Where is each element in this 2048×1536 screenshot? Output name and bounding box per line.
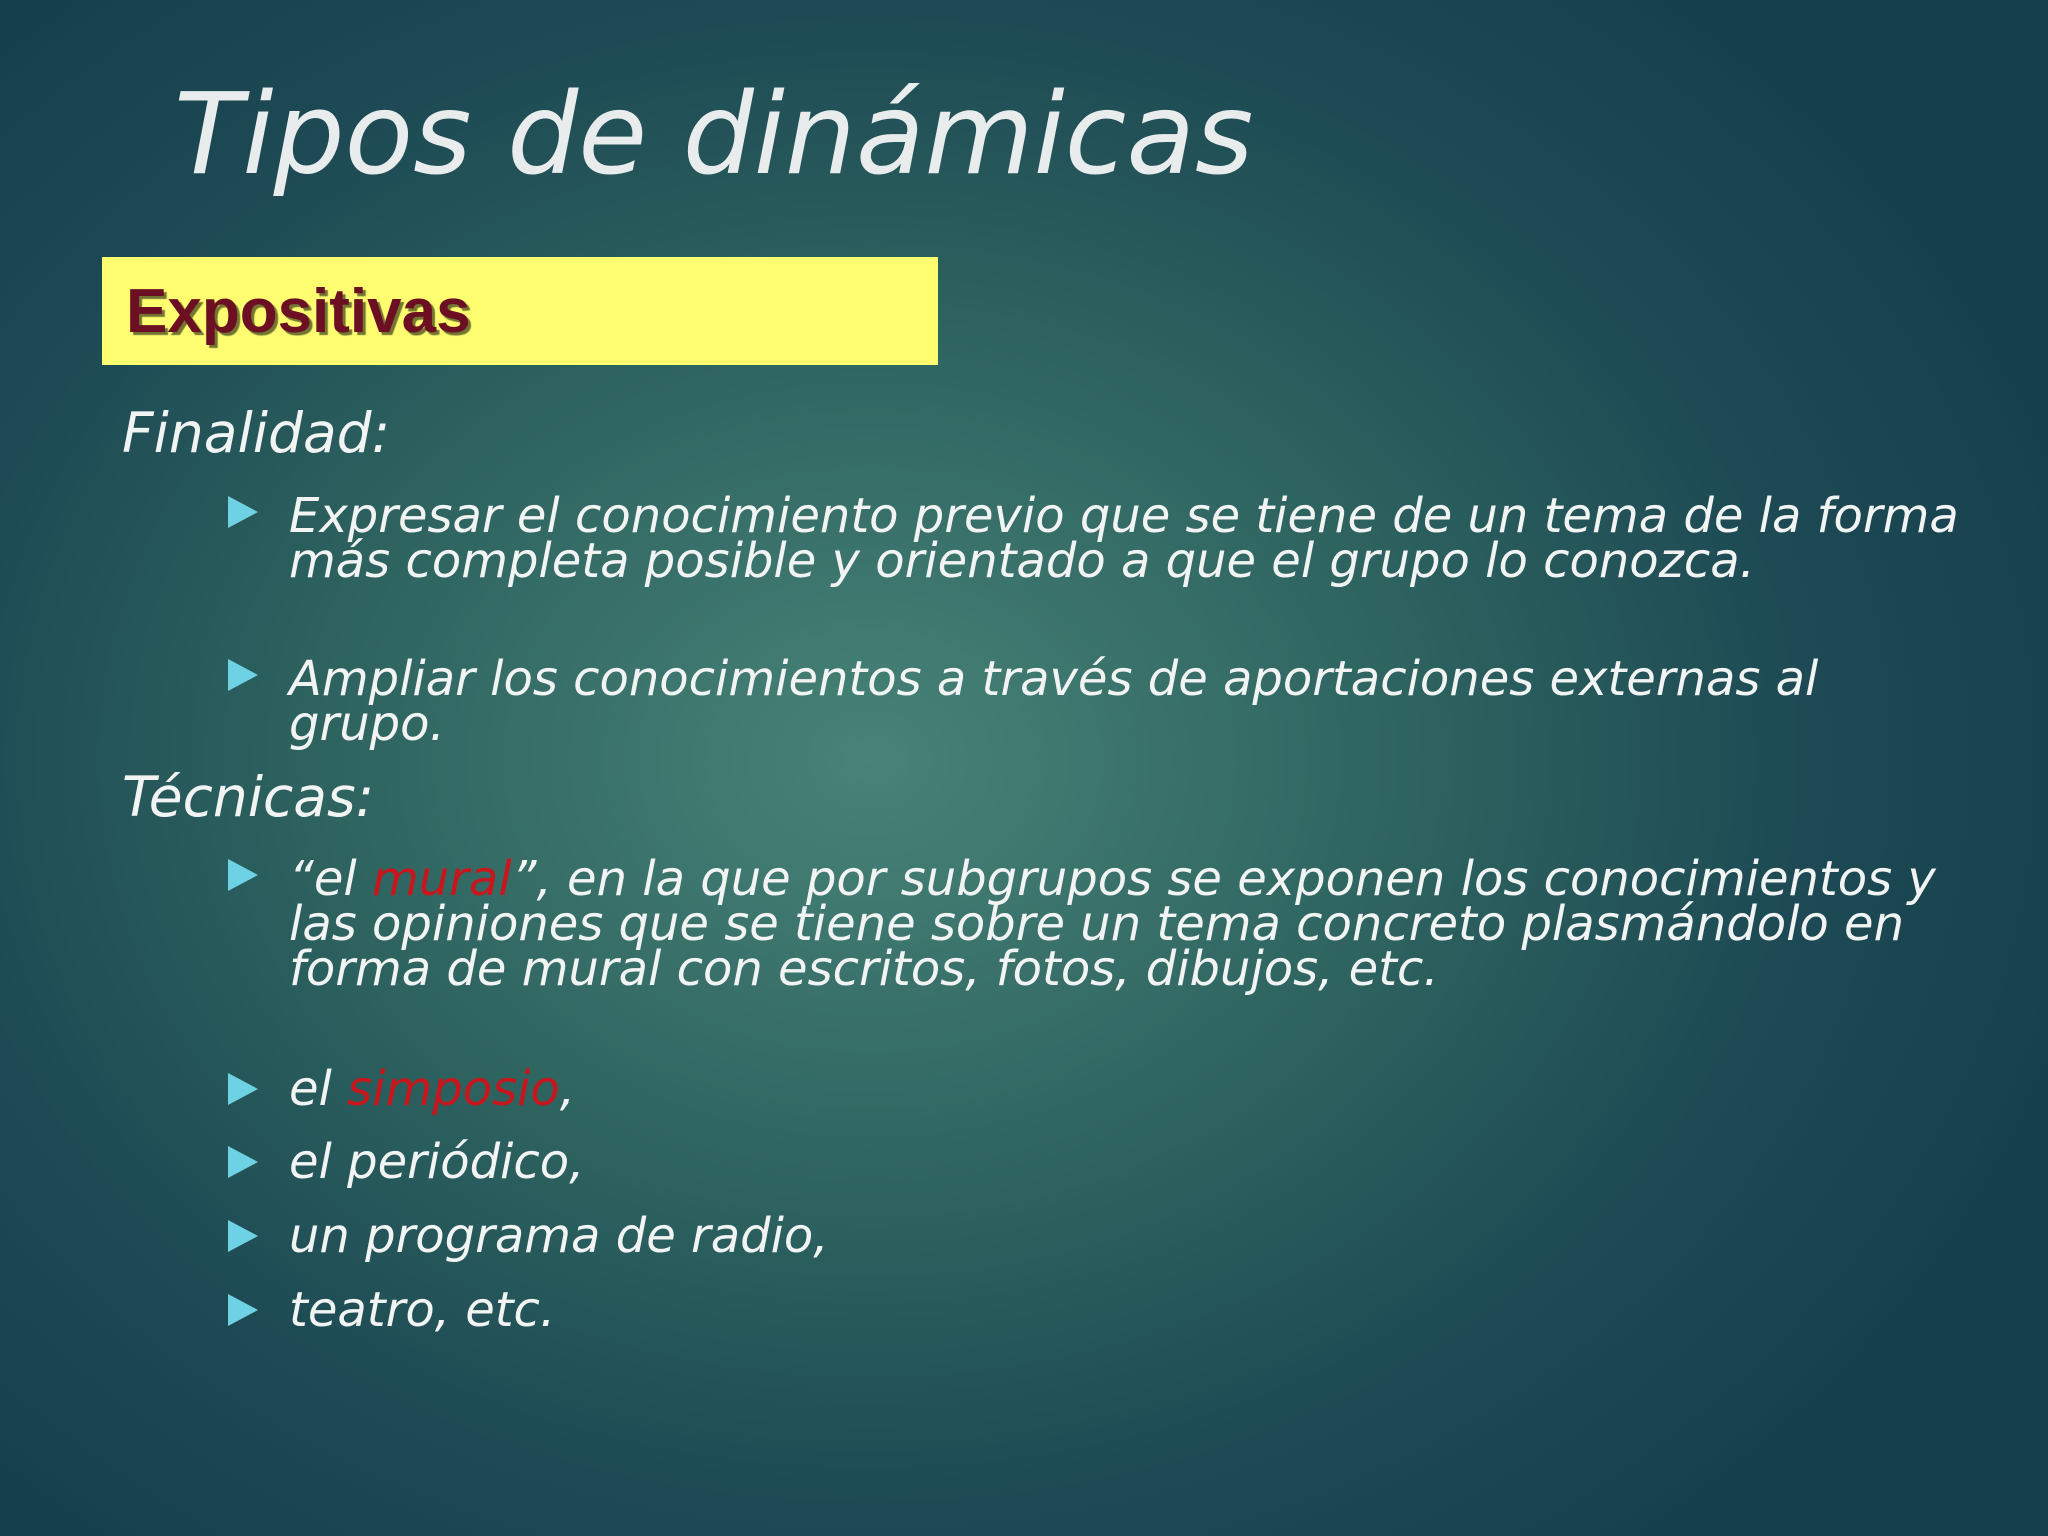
list-item [228,1282,1968,1339]
highlight-simposio: simposio [347,1061,560,1117]
bullet-text: Expresar el conocimiento previo que se tiene de un tema de la forma más completa posible y orientado a que el grupo lo conozca. [289,488,1959,589]
triangle-right-icon [228,1220,258,1252]
bullet-text: Ampliar los conocimientos a través de aportaciones externas al grupo. [289,651,1819,752]
banner-label: Expositivas [126,276,471,346]
list-item [228,651,1968,752]
bullet-text-post: ”, en la que por subgrupos se exponen los conocimientos y las opiniones que se tiene sobre un tema concreto plasmándolo en forma de mural con escritos, fotos, dibujos, etc. [289,851,1936,997]
triangle-right-icon [228,1073,258,1105]
list-item [228,1061,1968,1118]
heading-finalidad: Finalidad: [122,401,391,465]
slide-title: Tipos de dinámicas [174,70,1254,200]
triangle-right-icon [228,496,258,528]
triangle-right-icon [228,1294,258,1326]
bullet-text: el periódico, [289,1134,585,1190]
bullet-text: teatro, etc. [289,1282,556,1338]
bullet-text-post: , [559,1061,576,1117]
triangle-right-icon [228,859,258,891]
bullet-text [289,851,1968,997]
list-item [228,488,1968,589]
highlight-mural: mural [372,851,512,907]
triangle-right-icon [228,1146,258,1178]
bullet-text-pre: el [289,1061,348,1117]
heading-tecnicas: Técnicas: [122,765,375,829]
list-item [228,1134,1968,1191]
bullet-text-pre: “el [289,851,372,907]
bullet-text [289,1061,1968,1118]
list-item [228,1208,1968,1265]
triangle-right-icon [228,659,258,691]
list-item [228,851,1968,997]
section-banner [102,257,938,365]
bullet-text: un programa de radio, [289,1208,829,1264]
